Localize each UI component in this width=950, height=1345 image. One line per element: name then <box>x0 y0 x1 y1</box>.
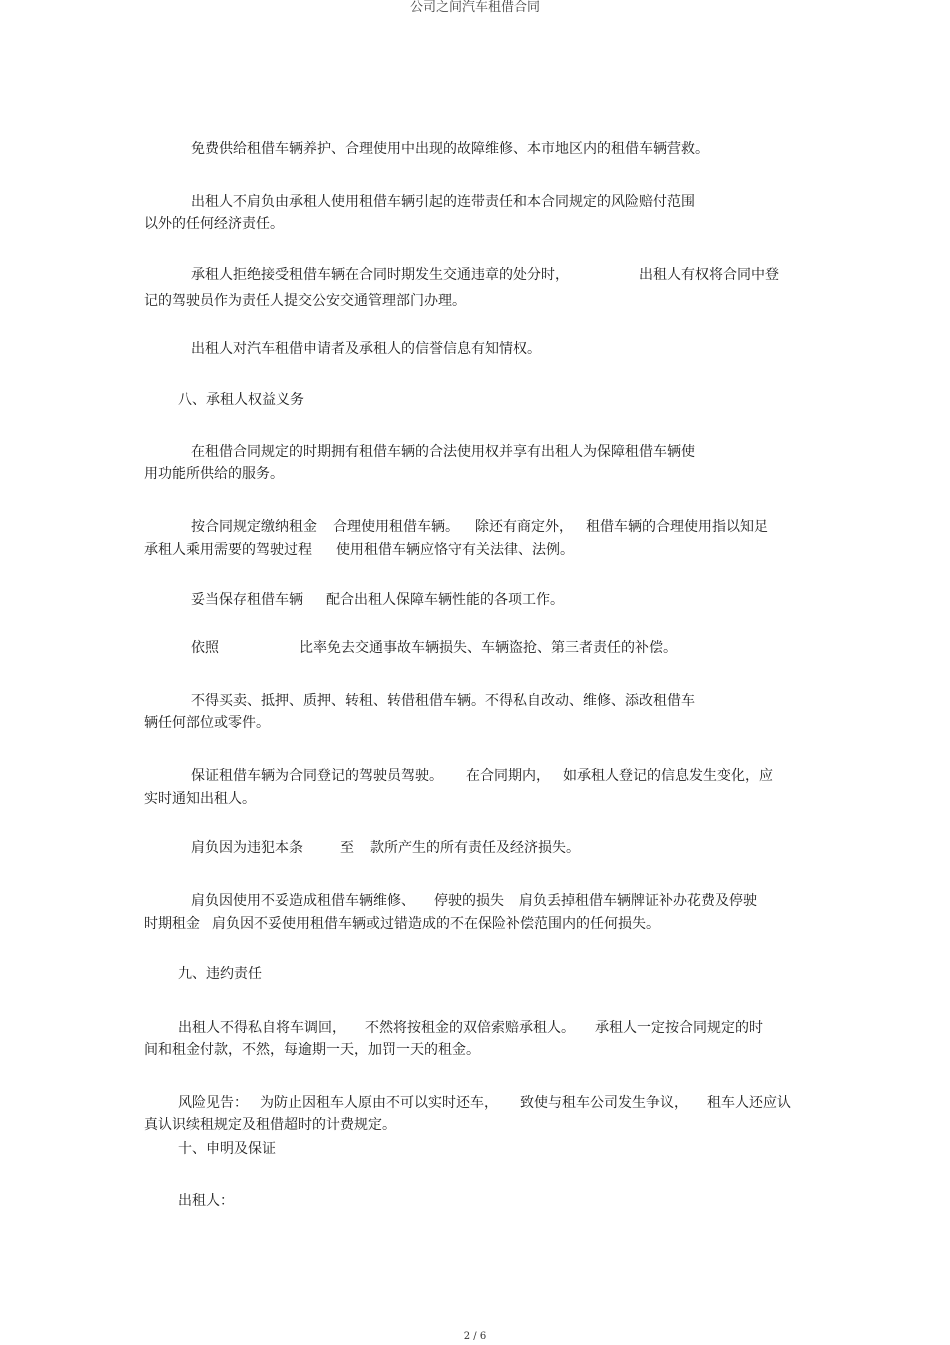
p14-line1d: 租车人还应认 <box>707 1095 791 1111</box>
p4-line1: 出租人对汽车租借申请者及承租人的信誉信息有知情权。 <box>191 341 541 357</box>
p6-line2a: 承租人乘用需要的驾驶过程 <box>144 542 312 558</box>
p14-line1c: 致使与租车公司发生争议， <box>520 1095 688 1111</box>
p11-line1b: 至 <box>340 840 354 856</box>
p12-line2b: 肩负因不妥使用租借车辆或过错造成的不在保险补偿范围内的任何损失。 <box>212 916 660 932</box>
p9-line1: 不得买卖、抵押、质押、转租、转借租借车辆。不得私自改动、维修、添改租借车 <box>191 693 695 709</box>
p12-line1b: 停驶的损失 <box>434 893 504 909</box>
page-number: 2 / 6 <box>463 1331 487 1342</box>
page-header-title: 公司之间汽车租借合同 <box>409 0 540 15</box>
p7-line1a: 妥当保存租借车辆 <box>191 592 303 608</box>
p6-line1d: 租借车辆的合理使用指以知足 <box>586 519 768 535</box>
p6-line1a: 按合同规定缴纳租金 <box>191 519 317 535</box>
p10-line1c: 如承租人登记的信息发生变化，应 <box>563 768 773 784</box>
p3-line2: 记的驾驶员作为责任人提交公安交通管理部门办理。 <box>144 293 466 309</box>
p3-line1b: 出租人有权将合同中登 <box>639 267 779 283</box>
p13-line1a: 出租人不得私自将车调回， <box>178 1020 346 1036</box>
p12-line2a: 时期租金 <box>144 916 200 932</box>
section-10-title: 十、申明及保证 <box>178 1141 276 1157</box>
p6-line1c: 除还有商定外， <box>475 519 573 535</box>
p1-line1: 免费供给租借车辆养护、合理使用中出现的故障维修、本市地区内的租借车辆营救。 <box>191 141 709 157</box>
p13-line1b: 不然将按租金的双倍索赔承租人。 <box>365 1020 575 1036</box>
p6-line2b: 使用租借车辆应恪守有关法律、法例。 <box>336 542 574 558</box>
section-9-title: 九、违约责任 <box>178 966 262 982</box>
p13-line2: 间和租金付款，不然，每逾期一天，加罚一天的租金。 <box>144 1042 480 1058</box>
p5-line1: 在租借合同规定的时期拥有租借车辆的合法使用权并享有出租人为保障租借车辆使 <box>191 444 695 460</box>
p9-line2: 辆任何部位或零件。 <box>144 715 270 731</box>
p3-line1a: 承租人拒绝接受租借车辆在合同时期发生交通违章的处分时， <box>191 267 569 283</box>
p13-line1c: 承租人一定按合同规定的时 <box>595 1020 763 1036</box>
p5-line2: 用功能所供给的服务。 <box>144 466 284 482</box>
p14-line1b: 为防止因租车人原由不可以实时还车， <box>260 1095 498 1111</box>
p14-line2: 真认识续租规定及租借超时的计费规定。 <box>144 1117 396 1133</box>
p8-line1b: 比率免去交通事故车辆损失、车辆盗抢、第三者责任的补偿。 <box>299 640 677 656</box>
p2-line2: 以外的任何经济责任。 <box>144 216 284 232</box>
p10-line1a: 保证租借车辆为合同登记的驾驶员驾驶。 <box>191 768 443 784</box>
p8-line1a: 依照 <box>191 640 219 656</box>
p10-line2: 实时通知出租人。 <box>144 791 256 807</box>
p12-line1a: 肩负因使用不妥造成租借车辆维修、 <box>191 893 415 909</box>
p11-line1c: 款所产生的所有责任及经济损失。 <box>370 840 580 856</box>
p7-line1b: 配合出租人保障车辆性能的各项工作。 <box>326 592 564 608</box>
p2-line1: 出租人不肩负由承租人使用租借车辆引起的连带责任和本合同规定的风险赔付范围 <box>191 194 695 210</box>
p14-line1a: 风险见告： <box>178 1095 248 1111</box>
p11-line1a: 肩负因为违犯本条 <box>191 840 303 856</box>
section-8-title: 八、承租人权益义务 <box>178 392 304 408</box>
p10-line1b: 在合同期内， <box>466 768 550 784</box>
p6-line1b: 合理使用租借车辆。 <box>333 519 459 535</box>
p12-line1c: 肩负丢掉租借车辆牌证补办花费及停驶 <box>519 893 757 909</box>
lessor-signature-label: 出租人： <box>178 1193 234 1209</box>
